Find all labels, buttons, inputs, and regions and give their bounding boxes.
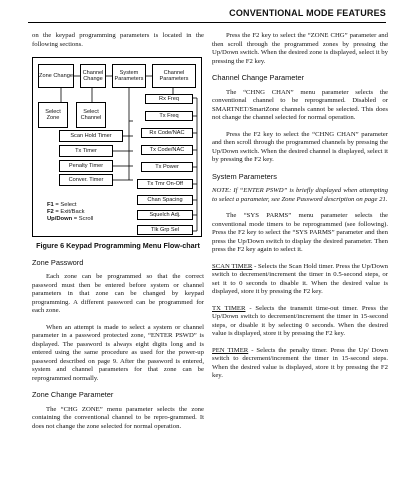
- zone-change-box: Zone Change: [38, 64, 74, 88]
- zone-password-heading: Zone Password: [32, 257, 84, 267]
- page-header: CONVENTIONAL MODE FEATURES: [229, 8, 386, 18]
- channel-change-box: Channel Change: [80, 64, 106, 88]
- legend-f1-value: = Select: [53, 202, 77, 208]
- zone-password-paragraph-2: When an attempt is made to select a system or channel parameter in a password protected zone, “ENTER PSWD” is displayed. The password is always eight digits long and is entered using the same procedure as used for the power-up password described on page 9. After the password is entered, system and channel parameters for that zone can be reprogrammed normally.: [32, 323, 204, 382]
- tx-timer-box: Tx Timer: [59, 145, 113, 157]
- scan-timer-text: - Selects the Scan Hold timer. Press the Up/Down switch to decrement/increment the timer in 0.5-second steps, or set it to 0 seconds to disable it. When the desired value is displayed, store it by pressing the F2 key.: [212, 262, 388, 295]
- figure-caption: Figure 6 Keypad Programming Menu Flow-chart: [36, 241, 200, 250]
- legend-f2-value: = Exit/Back: [53, 209, 85, 215]
- tx-timer-label: TX TIMER: [212, 304, 246, 312]
- intro-paragraph: on the keypad programming parameters is located in the following sections.: [32, 32, 204, 48]
- scan-timer-paragraph: [212, 263, 388, 297]
- rx-freq-box: Rx Freq: [145, 94, 193, 104]
- zone-change-heading: Zone Change Parameter: [32, 390, 114, 399]
- legend-f2-key: F2: [47, 209, 54, 215]
- pen-timer-paragraph: [212, 347, 388, 381]
- pen-timer-text: - Selects the penalty timer. Press the Up/ Down switch to decrement/increment the timer in 15-second steps. When the desired value is displayed, store it by pressing the F2 key.: [212, 346, 388, 379]
- flowchart-legend: [47, 202, 93, 223]
- rx-code-nac-box: Rx Code/NAC: [141, 128, 193, 138]
- zone-chg-instructions: Press the F2 key to select the “ZONE CHG” parameter and then scroll through the programmed zones by pressing the Up/Down switch. When the desired zone is displayed, select it by pressing the F2 key.: [212, 32, 388, 65]
- tlk-grp-sel-box: Tlk Grp Sel: [137, 225, 193, 235]
- left-column: [32, 32, 204, 439]
- select-zone-box: Select Zone: [38, 102, 68, 128]
- zone-password-paragraph-1: Each zone can be programmed so that the correct password must then be entered before system or channel parameters in that zone can be changed by keypad programming. A different password can be programmed for each zone.: [32, 273, 204, 314]
- scan-timer-label: SCAN TIMER: [212, 262, 253, 270]
- pen-timer-label: PEN TIMER: [212, 346, 249, 354]
- channel-change-paragraph-2: Press the F2 key to select the “CHNG CHAN” parameter and then scroll through the programmed channels by pressing the Up/Down switch. When the desired channel is displayed, select it by pressing the F2 key.: [212, 130, 388, 163]
- channel-change-heading: Channel Change Parameter: [212, 73, 305, 82]
- password-note: NOTE: If “ENTER PSWD” is briefly displayed when attempting to select a parameter, see Zone Password description on page 21.: [212, 187, 388, 203]
- channel-change-paragraph-1: The “CHNG CHAN” menu parameter selects the conventional channel to be reprogrammed. Disabled or SMARTNET/SmartZone channels cannot be selected. This does not change the channel selected for normal operation.: [212, 88, 388, 121]
- legend-f1-key: F1: [47, 202, 54, 208]
- scan-hold-timer-box: Scan Hold Timer: [59, 130, 123, 142]
- tx-timer-paragraph: [212, 305, 388, 339]
- tx-freq-box: Tx Freq: [145, 111, 193, 121]
- system-parameters-paragraph: The “SYS PARMS” menu parameter selects the conventional mode timers to be reprogrammed (see following). Press the F2 key to select the “SYS PARMS” parameter and then press the Up/Down switch to display the desired parameter. Then press the F2 key again to select it.: [212, 212, 388, 253]
- tx-tmr-on-off-box: Tx Tmr On-Off: [137, 179, 193, 189]
- tx-timer-text: - Selects the transmit time-out timer. Press the Up/Down switch to decrement/increment the timer in 15-second steps, or disable it by selecting 0 seconds. When the desired value is displayed, store it by pressing the F2 key.: [212, 304, 388, 337]
- tx-power-box: Tx Power: [141, 162, 193, 172]
- flowchart: [32, 57, 202, 237]
- header-rule: [28, 22, 386, 23]
- chan-spacing-box: Chan Spacing: [137, 195, 193, 205]
- zone-change-paragraph: The “CHG ZONE” menu parameter selects the zone containing the conventional channel to be repro-grammed. It does not change the zone selected for normal operation.: [32, 405, 204, 430]
- conver-timer-box: Conver. Timer: [59, 174, 113, 186]
- right-column: [212, 32, 388, 389]
- legend-updown-value: = Scroll: [72, 216, 94, 222]
- channel-parameters-box: Channel Parameters: [152, 64, 196, 88]
- squelch-adj-box: Squelch Adj.: [137, 210, 193, 220]
- select-channel-box: Select Channel: [76, 102, 106, 128]
- system-parameters-heading: System Parameters: [212, 171, 277, 181]
- penalty-timer-box: Penalty Timer: [59, 160, 113, 172]
- tx-code-nac-box: Tx Code/NAC: [141, 145, 193, 155]
- system-parameters-box: System Parameters: [112, 64, 146, 88]
- legend-updown-key: Up/Down: [47, 216, 73, 222]
